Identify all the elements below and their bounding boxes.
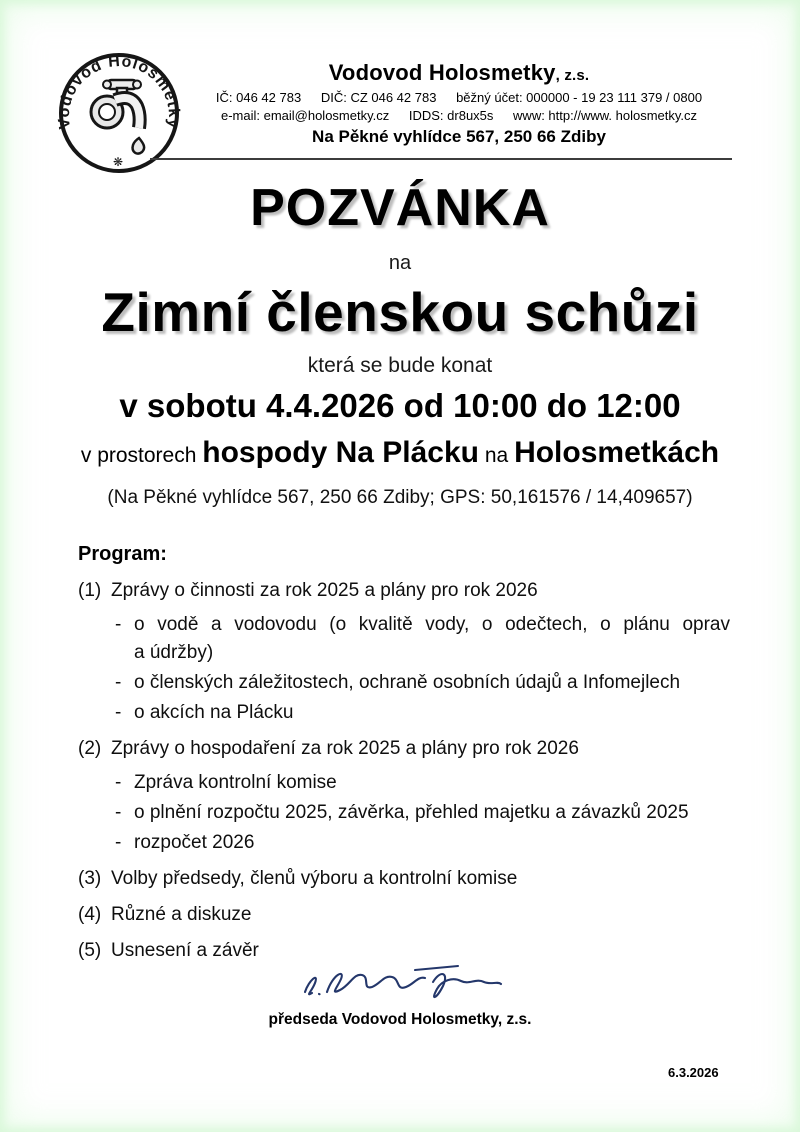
program-subitem [115,829,730,857]
program-item-number: (1) [78,580,102,601]
program-heading: Program: [78,543,167,565]
program-subitem [115,799,730,827]
org-idds: IDDS: dr8ux5s [408,107,494,123]
org-address: Na Pěkné vyhlídce 567, 250 66 Zdiby [312,127,606,146]
program-subitem-text: Zpráva kontrolní komise [134,772,337,793]
program-item-3 [78,865,730,893]
document-date: 6.3.2026 [668,1065,719,1080]
program-item-text: Různé a diskuze [111,904,252,925]
program-subitem [115,769,730,797]
program-item-text: Volby předsedy, členů výboru a kontrolní komise [111,868,518,889]
invitation-datetime: v sobotu 4.4.2026 od 10:00 do 12:00 [119,387,681,424]
program-subitem-text: rozpočet 2026 [134,832,255,853]
org-website: www: http://www. holosmetky.cz [513,107,698,123]
org-bank-account: běžný účet: 000000 - 19 23 111 379 / 0800 [456,90,703,105]
program-item-1 [78,577,730,605]
org-name: Vodovod Holosmetky [328,60,556,85]
faucet-icon [91,80,144,154]
program-subitem-text: o akcích na Plácku [134,702,294,723]
registration-line [185,89,733,107]
program-subitem [115,699,730,727]
org-name-line [185,60,733,89]
venue-prefix: v prostorech [80,444,197,467]
program-item-text: Usnesení a závěr [111,940,259,961]
program-subitem-text: o vodě a vodovodu (o kvalitě vody, o odečtech, o plánu oprav a údržby) [134,614,730,663]
program-subitem-text: o členských záležitostech, ochraně osobních údajů a Infomejlech [134,672,681,693]
dash-bullet: - [115,614,122,635]
venue-address-gps: (Na Pěkné vyhlídce 567, 250 66 Zdiby; GPS: 50,161576 / 14,409657) [107,487,693,508]
org-email: e-mail: email@holosmetky.cz [220,107,390,123]
invitation-subtitle: která se bude konat [307,354,493,377]
invitation-venue [0,436,800,470]
dash-bullet: - [115,672,122,693]
dash-bullet: - [115,702,122,723]
logo-ring-text: Vodovod Holosmetky [55,52,183,131]
program-item-number: (5) [78,940,102,961]
org-ic: IČ: 046 42 783 [215,90,302,105]
signature-caption: předseda Vodovod Holosmetky, z.s. [268,1011,532,1028]
org-suffix: , z.s. [555,67,590,84]
program-item-text: Zprávy o činnosti za rok 2025 a plány pro rok 2026 [111,580,538,601]
contact-line [185,107,733,125]
header-text-block [185,60,733,147]
signature-handwriting [295,960,507,1008]
program-subitem-text: o plnění rozpočtu 2025, závěrka, přehled majetku a závazků 2025 [134,802,689,823]
program-item-4 [78,901,730,929]
program-item-number: (3) [78,868,102,889]
invitation-title: POZVÁNKA [250,179,550,237]
logo-ornament-icon: ❋ [113,155,124,169]
program-list [78,577,730,971]
program-subitem [115,669,730,697]
invitation-subject: Zimní členskou schůzi [101,281,699,343]
venue-middle: na [484,444,509,467]
header-divider [150,158,732,160]
invitation-connector: na [388,252,412,274]
dash-bullet: - [115,832,122,853]
program-item-number: (4) [78,904,102,925]
program-subitem [115,611,730,667]
program-item-2 [78,735,730,763]
dash-bullet: - [115,772,122,793]
dash-bullet: - [115,802,122,823]
org-dic: DIČ: CZ 046 42 783 [320,90,437,105]
venue-area: Holosmetkách [514,436,720,469]
venue-place: hospody Na Plácku [202,436,480,469]
program-item-number: (2) [78,738,102,759]
program-item-text: Zprávy o hospodaření za rok 2025 a plány pro rok 2026 [111,738,579,759]
